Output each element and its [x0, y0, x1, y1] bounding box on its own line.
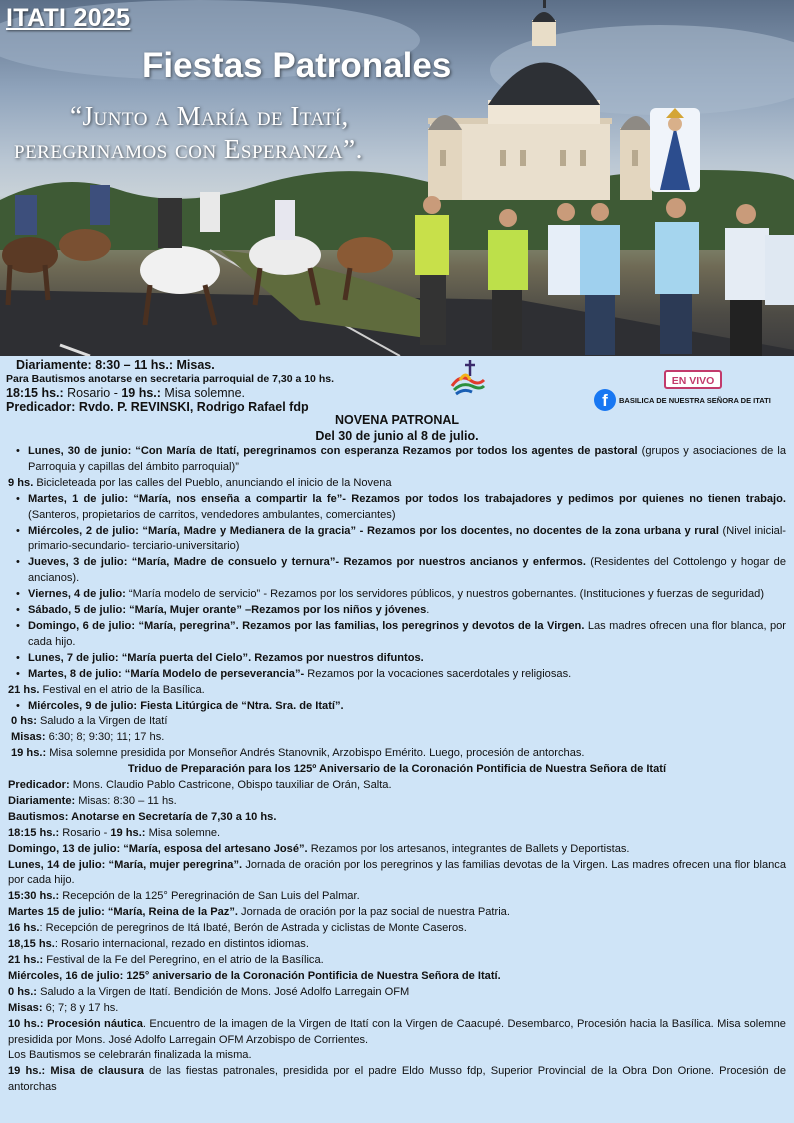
novena-day: • Lunes, 30 de junio: “Con María de Itatí, peregrinamos con esperanza Rezamos por todos los agentes de pastoral (grupos y asociaciones de la Parroquia y capillas del ámbito parroquial)”	[8, 444, 786, 476]
live-badge[interactable]: EN VIVO	[664, 370, 722, 389]
mass-label: Misa solemne.	[160, 386, 245, 400]
hero-photo	[0, 0, 794, 356]
event-motto	[14, 100, 363, 166]
motto-line-1: “Junto a María de Itatí,	[70, 101, 349, 131]
facebook-link[interactable]	[594, 389, 771, 411]
pilgrims-of-hope-logo	[440, 356, 494, 408]
novena-day: • Lunes, 7 de julio: “María puerta del Cielo”. Rezamos por nuestros difuntos.	[8, 651, 786, 667]
triduo-line: 18:15 hs.: Rosario - 19 hs.: Misa solemne.	[8, 826, 221, 839]
triduo-line: Miércoles, 16 de julio: 125° aniversario de la Coronación Pontificia de Nuestra Señora de Itatí.	[8, 969, 501, 982]
triduo-line: Los Bautismos se celebrarán finalizada la misma.	[8, 1049, 252, 1062]
daily-mass-times: Diariamente: 8:30 – 11 hs.: Misas.	[16, 358, 215, 372]
rosary-time: 18:15 hs.:	[6, 386, 64, 400]
preacher: Predicador: Rvdo. P. REVINSKI, Rodrigo Rafael fdp	[6, 400, 309, 414]
event-title: ITATI 2025	[6, 4, 131, 32]
program-text	[8, 412, 786, 1096]
mass-time: 19 hs.:	[121, 386, 161, 400]
triduo-line: 19 hs.: Misa de clausura de las fiestas patronales, presidida por el padre Eldo Musso fdp, Superior Provincial de la Obra Don Orione. Procesión de antorchas	[8, 1065, 786, 1094]
rosary-label: Rosario -	[63, 386, 122, 400]
triduo-line: 16 hs.: Recepción de peregrinos de Itá Ibaté, Berón de Astrada y ciclistas de Monte Caseros.	[8, 922, 467, 935]
facebook-page-name: BASILICA DE NUESTRA SEÑORA DE ITATI	[619, 395, 771, 405]
novena-day: • Martes, 1 de julio: “María, nos enseña a compartir la fe”- Rezamos por todos los trabajadores y pedimos por quienes no tienen trabajo. (Santeros, propietarios de carritos, vendedores ambulantes, comerciantes)	[8, 492, 786, 524]
novena-day: • Viernes, 4 de julio: “María modelo de servicio” - Rezamos por los servidores públicos, y nuestros gobernantes. (Instituciones y fuerzas de seguridad)	[8, 587, 786, 603]
feast-line: 19 hs.: Misa solemne presidida por Monseñor Andrés Stanovnik, Arzobispo Emérito. Luego, procesión de antorchas.	[11, 747, 585, 760]
evening-schedule	[6, 386, 245, 400]
triduo-line: Bautismos: Anotarse en Secretaría de 7,30 a 10 hs.	[8, 810, 277, 823]
event-subtitle: Fiestas Patronales	[142, 46, 452, 85]
novena-day: • Domingo, 6 de julio: “María, peregrina”. Rezamos por las familias, los peregrinos y devotos de la Virgen. Las madres ofrecen una flor blanca, por cada hijo.	[8, 619, 786, 651]
triduo-line: Diariamente: Misas: 8:30 – 11 hs.	[8, 794, 177, 807]
feast-line: 0 hs: Saludo a la Virgen de Itatí	[11, 715, 168, 728]
triduo-line: Predicador: Mons. Claudio Pablo Castricone, Obispo tauxiliar de Orán, Salta.	[8, 779, 392, 792]
novena-title: NOVENA PATRONAL	[334, 413, 460, 427]
novena-day: • Sábado, 5 de julio: “María, Mujer orante” –Rezamos por los niños y jóvenes.	[8, 603, 786, 619]
triduo-line: Lunes, 14 de julio: “María, mujer peregrina”. Jornada de oración por los peregrinos y las familias devotas de la Virgen. Las madres ofrecen una flor blanca por cada hijo.	[8, 858, 786, 887]
novena-day: • Martes, 8 de julio: “María Modelo de perseverancia”- Rezamos por la vocaciones sacerdotales y religiosas.	[8, 667, 786, 683]
triduo-title: Triduo de Preparación para los 125º Aniversario de la Coronación Pontificia de Nuestra Señora de Itatí	[127, 763, 667, 776]
triduo-line: 15:30 hs.: Recepción de la 125° Peregrinación de San Luis del Palmar.	[8, 890, 360, 903]
facebook-icon: f	[594, 389, 616, 411]
bike-ride-note: 9 hs. Bicicleteada por las calles del Pueblo, anunciando el inicio de la Novena	[8, 476, 392, 489]
novena-day: • Jueves, 3 de julio: “María, Madre de consuelo y ternura”- Rezamos por nuestros ancianos y enfermos. (Residentes del Cottolengo y hogar de ancianos).	[8, 555, 786, 587]
triduo-line: 18,15 hs.: Rosario internacional, rezado en distintos idiomas.	[8, 938, 309, 951]
triduo-line: 10 hs.: Procesión náutica. Encuentro de la imagen de la Virgen de Itatí con la Virgen de Caacupé. Desembarco, Procesión hacia la Basílica. Misa solemne presidida por Mons. José Adolfo Larregain OFM Arzobispo de Corrientes.	[8, 1017, 786, 1046]
festival-note: 21 hs. Festival en el atrio de la Basílica.	[8, 683, 205, 696]
archdiocese-logo	[440, 356, 494, 408]
novena-day: • Miércoles, 2 de julio: “María, Madre y Medianera de la gracia” - Rezamos por los docentes, no docentes de la zona urbana y rural (Nivel inicial-primario-secundario- terciario-universitario)	[8, 524, 786, 556]
feast-day-title: • Miércoles, 9 de julio: Fiesta Litúrgica de “Ntra. Sra. de Itatí”.	[8, 699, 786, 715]
triduo-line: Domingo, 13 de julio: “María, esposa del artesano José”. Rezamos por los artesanos, integrantes de Ballets y Deportistas.	[8, 842, 630, 855]
triduo-line: Martes 15 de julio: “María, Reina de la Paz”. Jornada de oración por la paz social de nuestra Patria.	[8, 906, 510, 919]
virgin-of-itati-image	[650, 108, 700, 192]
triduo-line: Misas: 6; 7; 8 y 17 hs.	[8, 1001, 119, 1014]
baptism-note: Para Bautismos anotarse en secretaria parroquial de 7,30 a 10 hs.	[6, 373, 334, 385]
feast-line: Misas: 6:30; 8; 9:30; 11; 17 hs.	[11, 731, 165, 744]
triduo-line: 21 hs.: Festival de la Fe del Peregrino, en el atrio de la Basílica.	[8, 954, 324, 966]
motto-line-2: peregrinamos con Esperanza”.	[14, 134, 363, 164]
triduo-line: 0 hs.: Saludo a la Virgen de Itatí. Bendición de Mons. José Adolfo Larregain OFM	[8, 985, 410, 998]
novena-dates: Del 30 de junio al 8 de julio.	[315, 429, 479, 443]
